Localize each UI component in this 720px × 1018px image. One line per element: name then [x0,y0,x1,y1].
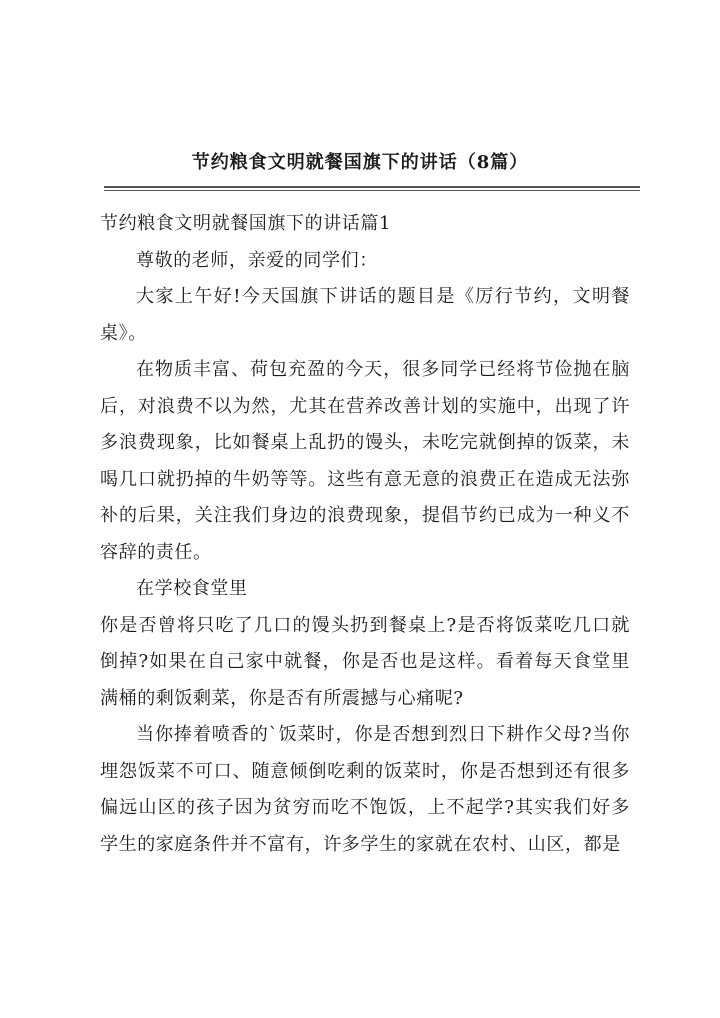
paragraph-parents: 当你捧着喷香的`饭菜时，你是否想到烈日下耕作父母?当你埋怨饭菜不可口、随意倾倒吃剩的饭菜时，你是否想到还有很多偏远山区的孩子因为贫穷而吃不饱饭，上不起学?其实我们好多学生的家庭条件并不富有，许多学生的家就在农村、山区，都是 [100,724,630,855]
document-title: 节约粮食文明就餐国旗下的讲话（8篇） [191,152,529,173]
document-body [100,206,630,863]
title-divider-thin [104,190,640,191]
title-divider-thick [104,186,640,188]
paragraph-waste: 在物质丰富、荷包充盈的今天，很多同学已经将节俭抛在脑后，对浪费不以为然，尤其在营养改善计划的实施中，出现了许多浪费现象，比如餐桌上乱扔的馒头，未吃完就倒掉的饭菜，未喝几口就扔掉的牛奶等等。这些有意无意的浪费正在造成无法弥补的后果，关注我们身边的浪费现象，提倡节约已成为一种义不容辞的责任。 [100,359,630,563]
paragraph-greeting: 大家上午好!今天国旗下讲话的题目是《厉行节约，文明餐桌》。 [100,286,630,344]
paragraph-salutation: 尊敬的老师，亲爱的同学们： [136,249,378,271]
paragraph-canteen-heading: 在学校食堂里 [136,578,248,599]
section-heading: 节约粮食文明就餐国旗下的讲话篇1 [100,213,392,234]
paragraph-canteen: 你是否曾将只吃了几口的馒头扔到餐桌上?是否将饭菜吃几口就倒掉?如果在自己家中就餐，你是否也是这样。看着每天食堂里满桶的剩饭剩菜，你是否有所震撼与心痛呢? [100,614,630,709]
